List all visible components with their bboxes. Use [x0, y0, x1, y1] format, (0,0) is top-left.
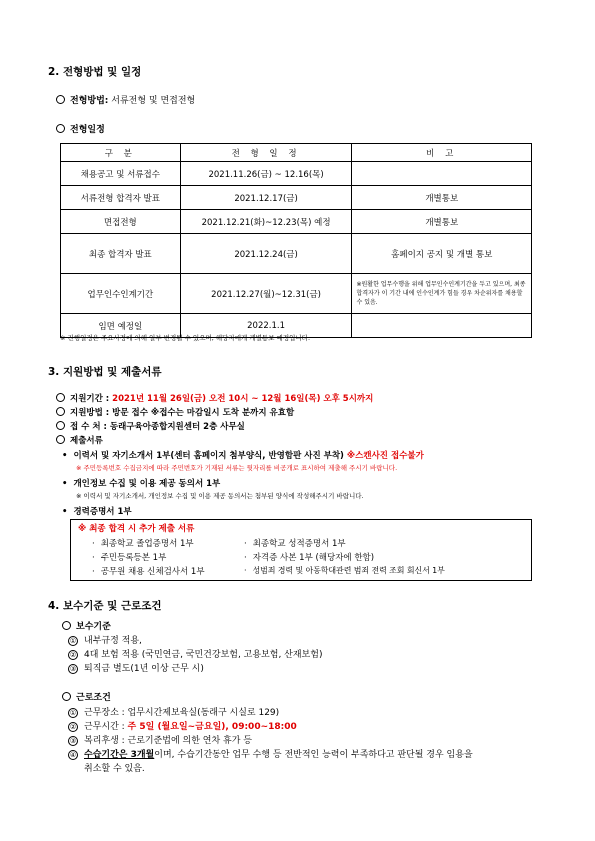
docs-label: 제출서류	[70, 436, 103, 446]
table-cell: 개별통보	[352, 186, 532, 210]
cond-item-continued: 취소할 수 있음.	[84, 764, 145, 774]
docs-line	[56, 434, 103, 446]
bullet-dot-icon: •	[62, 507, 68, 517]
doc3-line	[62, 505, 132, 517]
circle-bullet-icon	[62, 692, 71, 701]
table-cell: 2021.12.27(월)~12.31(금)	[180, 274, 352, 314]
schedule-line	[56, 122, 105, 135]
pay-item: ③ 퇴직금 별도(1년 이상 근무 시)	[69, 664, 204, 674]
table-cell	[352, 162, 532, 186]
pay-label-line	[62, 619, 111, 632]
circle-bullet-icon	[56, 407, 65, 416]
bullet-dot-icon: •	[62, 451, 68, 461]
additional-docs-title: ※ 최종 합격 시 추가 제출 서류	[78, 524, 195, 534]
box-right-item: · 성범죄 경력 및 아동학대관련 범죄 전력 조회 회신서 1부	[244, 566, 445, 575]
table-cell: 개별통보	[352, 210, 532, 234]
pay-item: ② 4대 보험 적용 (국민연금, 국민건강보험, 고용보험, 산재보험)	[69, 650, 323, 660]
circle-bullet-icon	[56, 393, 65, 402]
table-header-cell: 비 고	[352, 144, 532, 162]
place-line	[56, 420, 245, 432]
table-cell: 서류전형 합격자 발표	[61, 186, 181, 210]
section2-title: 2. 전형방법 및 일정	[48, 66, 142, 78]
doc1-note: ※ 주민등록번호 수집금지에 따라 주민번호가 기재된 서류는 뒷자리를 비공개로 표시하여 제출해 주시기 바랍니다.	[76, 464, 398, 472]
table-cell: 임면 예정일	[61, 314, 181, 338]
bullet-dot-icon: •	[62, 479, 68, 489]
pay-label: 보수기준	[76, 622, 111, 632]
box-left-item: · 공무원 채용 신체검사서 1부	[92, 567, 205, 577]
method-label: 전형방법:	[70, 96, 109, 106]
method-line	[56, 93, 195, 106]
table-row	[61, 210, 532, 234]
table-row	[61, 234, 532, 274]
section4-title: 4. 보수기준 및 근로조건	[48, 600, 162, 612]
cond-item: ③ 복리후생 : 근로기준법에 의한 연차 휴가 등	[69, 736, 252, 746]
table-row	[61, 186, 532, 210]
table-cell: 최종 합격자 발표	[61, 234, 181, 274]
table-cell-note: ※원활한 업무수행을 위해 업무인수인계기간을 두고 있으며, 최종합격자가 이 기간 내에 인수인계가 힘들 경우 차순위자를 채용할 수 있음.	[352, 274, 532, 314]
method-value: 서류전형 및 면접전형	[108, 96, 196, 106]
doc2-line	[62, 477, 220, 489]
table-cell: 2021.11.26(금) ~ 12.16(목)	[180, 162, 352, 186]
table-cell: 2021.12.21(화)~12.23(목) 예정	[180, 210, 352, 234]
table-cell: 면접전형	[61, 210, 181, 234]
circle-bullet-icon	[56, 435, 65, 444]
table-header-cell: 전 형 일 정	[180, 144, 352, 162]
cond-label: 근로조건	[76, 693, 111, 703]
cond-label-line	[62, 690, 111, 703]
cond-item: ④ 수습기간은 3개월이며, 수습기간동안 업무 수행 등 전반적인 능력이 부족하다고 판단될 경우 임용을	[69, 750, 473, 760]
submit-place: 접 수 처 : 동래구육아종합지원센터 2층 사무실	[70, 422, 245, 432]
circle-bullet-icon	[56, 95, 65, 104]
method-submit-line	[56, 406, 294, 418]
box-left-item: · 최종학교 졸업증명서 1부	[92, 539, 194, 549]
table-header-row	[61, 144, 532, 162]
doc2-note: ※ 이력서 및 자기소개서, 개인정보 수집 및 이용 제공 동의서는 첨부된 양식에 작성해주시기 바랍니다.	[76, 492, 364, 500]
table-cell: 홈페이지 공지 및 개별 통보	[352, 234, 532, 274]
table-cell: 2022.1.1	[180, 314, 352, 338]
doc1-line	[62, 449, 424, 461]
box-left-item: · 주민등록등본 1부	[92, 553, 167, 563]
table-row	[61, 274, 532, 314]
table-cell: 채용공고 및 서류접수	[61, 162, 181, 186]
schedule-footnote: ※ 진행일정은 주요사정에 의해 일부 변경될 수 있으며, 해당자에게 개별통보 예정입니다.	[60, 334, 311, 342]
schedule-label: 전형일정	[70, 125, 105, 135]
table-cell	[352, 314, 532, 338]
submit-method: 지원방법 : 방문 접수 ※접수는 마감일시 도착 분까지 유효함	[70, 408, 295, 418]
schedule-table	[60, 143, 532, 338]
doc1-text: 이력서 및 자기소개서 1부(센터 홈페이지 첨부양식, 반영함판 사진 부착)	[73, 451, 347, 461]
cond-item: ① 근무장소 : 업무시간제보육실(동래구 시실로 129)	[69, 708, 280, 718]
pay-item: ① 내부규정 적용,	[69, 636, 142, 646]
section3-title: 3. 지원방법 및 제출서류	[48, 366, 162, 378]
doc2-text: 개인정보 수집 및 이용 제공 동의서 1부	[73, 479, 221, 489]
table-row	[61, 162, 532, 186]
box-right-item: · 자격증 사본 1부 (해당자에 한함)	[244, 553, 375, 563]
box-right-item: · 최종학교 성적증명서 1부	[244, 539, 346, 549]
table-cell: 2021.12.17(금)	[180, 186, 352, 210]
table-cell: 2021.12.24(금)	[180, 234, 352, 274]
doc3-text: 경력증명서 1부	[73, 507, 132, 517]
period-label: 지원기간 :	[70, 394, 113, 404]
probation-highlight: 수습기간은 3개월	[84, 750, 155, 760]
period-line	[56, 392, 373, 404]
cond-item: ② 근무시간 : 주 5일 (월요일~금요일), 09:00~18:00	[69, 722, 297, 732]
circle-bullet-icon	[56, 124, 65, 133]
work-hours: 주 5일 (월요일~금요일), 09:00~18:00	[127, 722, 297, 732]
table-cell: 업무인수인계기간	[61, 274, 181, 314]
circle-bullet-icon	[62, 621, 71, 630]
circle-bullet-icon	[56, 421, 65, 430]
table-header-cell: 구 분	[61, 144, 181, 162]
period-value: 2021년 11월 26일(금) 오전 10시 ~ 12월 16일(목) 오후 5시까지	[112, 394, 374, 404]
doc1-warning: ※스캔사진 접수불가	[346, 451, 424, 461]
